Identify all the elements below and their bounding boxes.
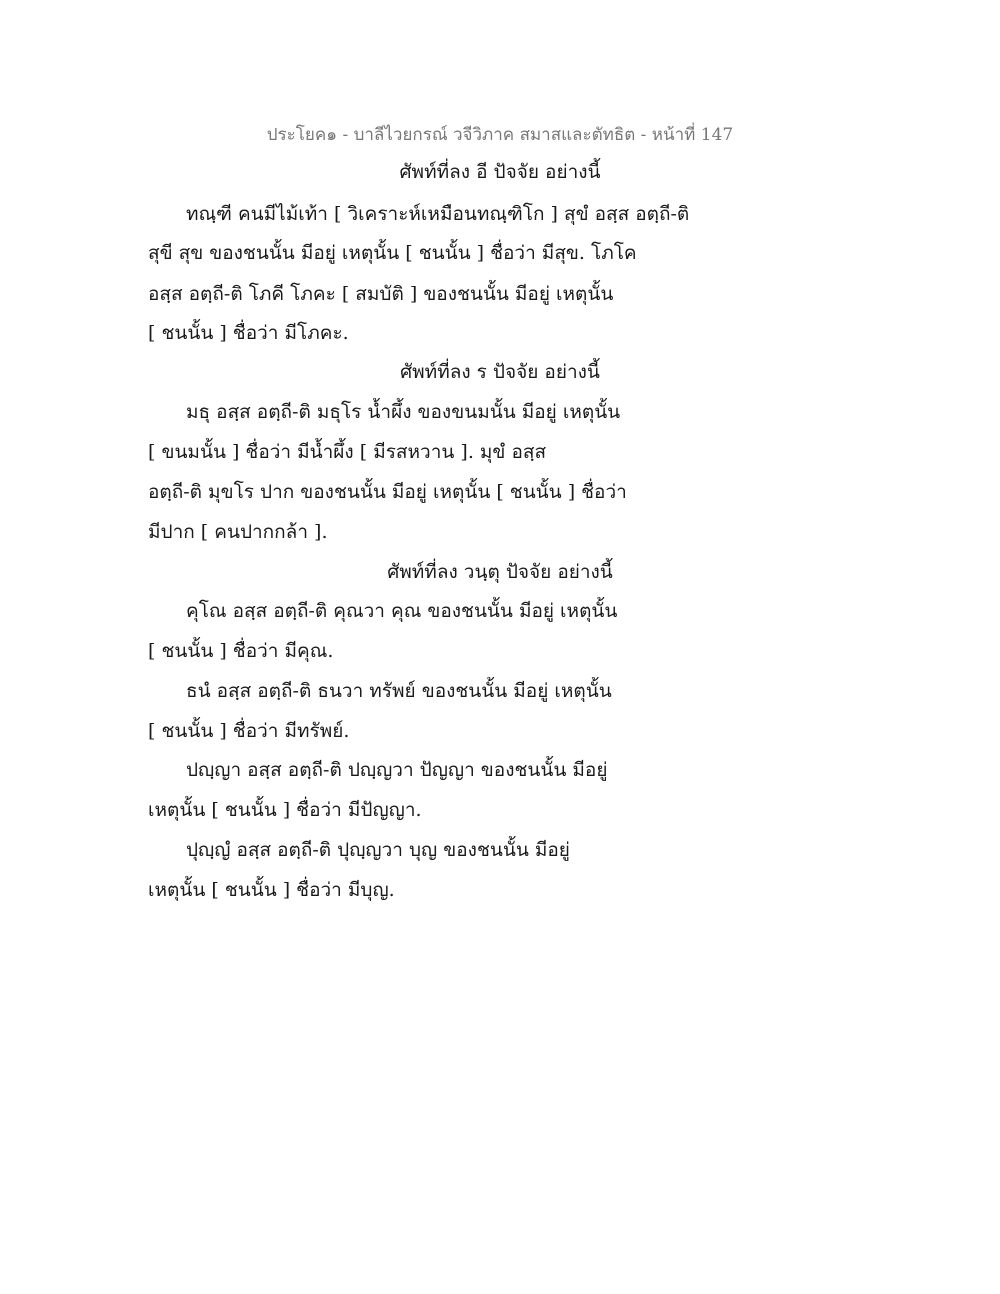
text-line: มธุ อสฺส อตฺถี-ติ มธุโร น้ำผึ้ง ของขนมนั้น มีอยู่ เหตุนั้น (186, 401, 621, 423)
section-heading: ศัพท์ที่ลง ร ปัจจัย อย่างนี้ (400, 361, 600, 383)
text-line: [ ขนมนั้น ] ชื่อว่า มีน้ำผึ้ง [ มีรสหวาน ]. มุขํ อสฺส (148, 441, 547, 463)
text-line: ทณฺฑี คนมีไม้เท้า [ วิเคราะห์เหมือนทณฺฑิโก ] สุขํ อสฺส อตฺถี-ติ (186, 203, 690, 225)
text-line: มีปาก [ คนปากกล้า ]. (148, 521, 328, 543)
text-line: [ ชนนั้น ] ชื่อว่า มีคุณ. (148, 640, 334, 662)
text-line: อสฺส อตฺถี-ติ โภคี โภคะ [ สมบัติ ] ของชนนั้น มีอยู่ เหตุนั้น (148, 283, 614, 305)
text-line: ธนํ อสฺส อตฺถี-ติ ธนวา ทรัพย์ ของชนนั้น มีอยู่ เหตุนั้น (186, 680, 612, 702)
text-line: [ ชนนั้น ] ชื่อว่า มีโภคะ. (148, 322, 349, 344)
text-line: สุขี สุข ของชนนั้น มีอยู่ เหตุนั้น [ ชนนั้น ] ชื่อว่า มีสุข. โภโค (148, 242, 637, 264)
text-line: คุโณ อสฺส อตฺถี-ติ คุณวา คุณ ของชนนั้น มีอยู่ เหตุนั้น (186, 600, 618, 622)
page-header: ประโยค๑ - บาลีไวยกรณ์ วจีวิภาค สมาสและตัทธิต - หน้าที่ 147 (266, 125, 734, 145)
text-line: เหตุนั้น [ ชนนั้น ] ชื่อว่า มีปัญญา. (148, 799, 422, 821)
text-line: ปญฺญา อสฺส อตฺถี-ติ ปญฺญวา ปัญญา ของชนนั้น มีอยู่ (186, 759, 608, 781)
text-line: เหตุนั้น [ ชนนั้น ] ชื่อว่า มีบุญ. (148, 879, 395, 901)
section-heading: ศัพท์ที่ลง อี ปัจจัย อย่างนี้ (399, 161, 601, 183)
text-line: ปุญฺญํ อสฺส อตฺถี-ติ ปุญฺญวา บุญ ของชนนั้น มีอยู่ (186, 839, 570, 861)
section-heading: ศัพท์ที่ลง วนฺตุ ปัจจัย อย่างนี้ (387, 561, 613, 583)
text-line: [ ชนนั้น ] ชื่อว่า มีทรัพย์. (148, 720, 350, 742)
text-line: อตฺถี-ติ มุขโร ปาก ของชนนั้น มีอยู่ เหตุนั้น [ ชนนั้น ] ชื่อว่า (148, 481, 627, 503)
